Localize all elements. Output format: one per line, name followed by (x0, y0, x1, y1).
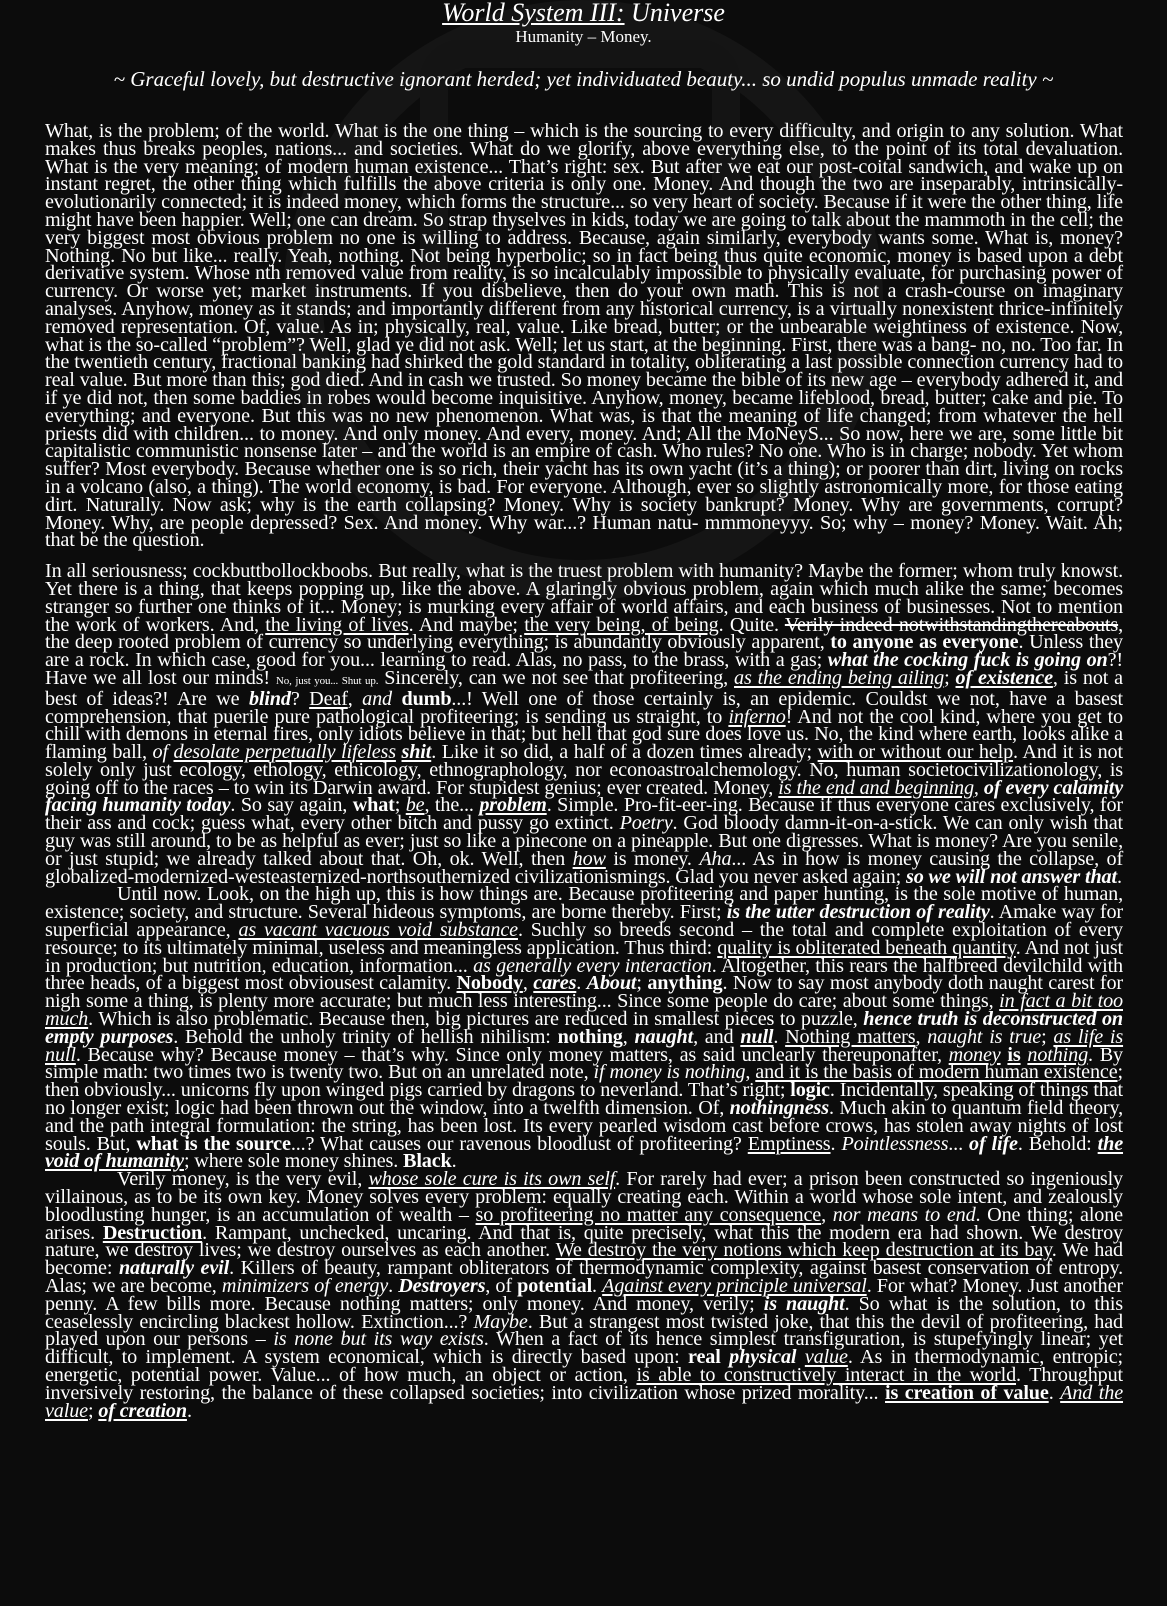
italic-run: and (362, 687, 392, 710)
bold-underlined-run: Nobody (456, 972, 523, 995)
text-run: . God bloody damn-it-on-a-stick. We can only wish that guy was still around, to be as helpful as ever; just so like a pinecone on a pineapple. But one digresses. What is money? Are you senile, or just stupid; we already talked about that. Oh, ok. Well, then (45, 812, 1123, 870)
text-run: ...! Well one of those certainly is, an epidemic. Couldst we not, have a basest comprehension, that puerile pure pathological profiteering; is sending us straight, to (45, 687, 1124, 728)
text-run: ... (948, 1132, 969, 1155)
underlined-run: Emptiness (747, 1132, 831, 1155)
text-run: , the deep rooted problem of currency so underlying everything; is abundantly obviously apparent, (45, 613, 1124, 654)
bold-run: anything (647, 972, 723, 995)
text-run: . And maybe; (408, 613, 525, 636)
text-run: ; (636, 972, 648, 995)
text-run: ? (290, 687, 310, 710)
italic-underlined-run: desolate perpetually lifeless (173, 741, 396, 764)
text-run: Until now. Look, on the high up, this is how things are. Because profiteering and paper hunting, is the sole motive of human, existence; society, and structure. Several hideous symptoms, are borne thereby. First; (45, 883, 1123, 924)
text-run: ?! Have we all lost our minds! (45, 649, 1123, 689)
underlined-run: Deaf (309, 687, 348, 710)
text-run: . (451, 1150, 457, 1173)
text-run: , (347, 687, 363, 710)
text-run: , (622, 1025, 635, 1048)
underlined-run: Nothing matters (785, 1025, 916, 1048)
text-run: . Killers of beauty, rampant obliterators of thermodynamic complexity, against basest conservation of entropy. Alas; we are become, (45, 1257, 1123, 1297)
italic-underlined-run: in fact a bit too much (45, 990, 1123, 1031)
text-run: ! And not the cool kind, where you get to chill with demons in eternal fires, only idiots believe in that; but hell that god sure does love us. No, the kind where earth, looks alike a flaming ball, (45, 705, 1123, 764)
text-run: . (1048, 1381, 1061, 1404)
text-run: . (773, 1025, 786, 1048)
text-run: ; then obviously... unicorns fly upon winged pigs carried by dragons to neverland. That’s right; (45, 1061, 1123, 1102)
text-run: . Suchly so breeds second – the total and complete exploitation of every resource; to its ultimately minimal, useless and meaningless application. Thus third: (45, 919, 1123, 959)
bold-run: what (352, 794, 395, 817)
bold-italic-underlined-run: the void of humanity (45, 1132, 1124, 1173)
text-run: . So say again, (230, 794, 353, 817)
text-run: . We had become: (45, 1239, 1124, 1280)
bold-run: Black (403, 1150, 452, 1173)
bold-run: dumb (401, 687, 452, 710)
text-run: ... As in how is money causing the collapse, of globalized-modernized-westeasternized-northsouthernized civilizationismings. Glad you never asked again; (45, 847, 1124, 888)
text-run: . (186, 1399, 192, 1422)
text-run: . Because why? Because money – that’s why. Since only money matters, as said unclearly thereuponafter, (75, 1043, 949, 1066)
text-run: . For what? Money. Just another penny. A few bills more. Because nothing matters; only money. And money, verily; (45, 1275, 1123, 1315)
text-run: . (388, 1275, 399, 1297)
text-run: In all seriousness; cockbuttbollockboobs. But really, what is the truest problem with humanity? Maybe the former; whom truly knowst. Yet there is a thing, that keeps popping up, like the above. A glaringly obvious problem, again which much alike the same; becomes stranger so further one thinks of it... Money; is murking every affair of world affairs, and each business of businesses. Not to mention the work of workers. And, (45, 560, 1123, 636)
text-run: , the... (424, 794, 480, 817)
text-run: . (1116, 865, 1122, 888)
small-aside: No, just you... Shut up. (275, 674, 379, 687)
text-run: . Throughput inversively restoring, the balance of these collapsed societies; into civilization whose prized morality... (45, 1363, 1124, 1404)
paragraph-1: What, is the problem; of the world. What is the one thing – which is the sourcing to every difficulty, and origin to any solution. What makes thus breaks peoples, nations... and societies. What do we glorify, above everything else, to the point of its total devaluation. What is the very meaning; of modern human existence... That’s right: sex. But after we eat our post-coital sandwich, and wake up on instant regret, the other thing which fulfills the above criteria is only one. Money. And though the two are inseparably, intrinsically-evolutionarily connected; it is indeed money, which forms the structure... so very heart of society. Because if it were the other thing, life might have been happier. Well; one can dream. So strap thyselves in kids, today we are going to talk about the mammoth in the cell; the very biggest most obvious problem no one is willing to address. Because, again similarly, everybody wants some. What is, money? Nothing. No but like... really. Yeah, nothing. Not being hyperbolic; so in fact being thus quite economic, money is based upon a debt derivative system. Whose nth removed value from reality, is so incalculably impossible to physically evaluate, for purchasing power of currency. Or worse yet; market instruments. If you disbelieve, then do your own math. This is not a crash-course on imaginary analyses. Anyhow, money as it stands; and importantly different from any historical currency, is a virtually nonexistent thrice-infinitely removed representation. Of, value. As in; physically, real, value. Like bread, butter; or the unbearable weightiness of existence. Now, what is the so-called “problem”? Well, glad ye did not ask. Well; let us start, at the beginning. First, there was a bang- no, no. Too far. In the twentieth century, fractional banking had shirked the gold standard in totality, obliterating a last possible connection currency had to real value. But more than this; god died. And in cash we trusted. So money became the bible of its new age – everybody adhered it, and if ye did not, then some baddies in robes would become inquisitive. Anyhow, money, became lifeblood, bread, butter; cake and pie. To everything; and everyone. But this was no new phenomenon. What was, is that the meaning of life changed; from whatever the hell priests did with children... to money. And only money. And every, money. And; All the MoNeyS... So now, here we are, some little bit capitalistic communistic nonsense later – and the world is an empire of cash. Who rules? No one. Who is in charge; nobody. Yet whom suffer? Most everybody. Because whether one is so rich, their yacht has its own yacht (it’s a thing); or poorer than dirt, living on rocks in a volcano (also, a thing). The world economy, is bad. For everyone. Although, ever so slightly astronomically more, for those eating dirt. Naturally. Now ask; why is the earth collapsing? Money. Why is society bankrupt? Money. Why are governments, corrupt? Money. Why, are people depressed? Sex. And money. Why war...? Human natu- mmmoneyyy. So; why – money? Money. Wait. Ah; that be the question. (45, 120, 1123, 552)
text-run: , (821, 1203, 833, 1226)
text-run: ; (944, 666, 956, 689)
italic-underlined-run: as the ending being ailing (734, 666, 945, 689)
text-run: . Rampant, unchecked, uncaring. And that is, quite precisely, what this the modern era had shown. We destroy nature, we destroy lives; we destroy ourselves as each another. (45, 1221, 1123, 1262)
bold-italic-underlined-run: null (740, 1025, 774, 1048)
underlined-run: quality is obliterated beneath quantity (717, 936, 1016, 959)
text-run: . (576, 972, 587, 995)
text-run: . Like it so did, a half of a dozen times already; (431, 741, 818, 764)
text-run: . By simple math: two times two is twenty two. But on an unrelated note, (45, 1043, 1123, 1084)
bold-underlined-run: Destruction (102, 1221, 203, 1244)
text-run: . And it is not solely only just ecology, ethology, ethicology, ethnographology, nor econoastroalchemology. No, human societocivilizationology, is going off to the races – to win its Darwin award. For stupidest genius; ever created. Money, (45, 741, 1123, 799)
strikethrough-run: Verily indeed notwithstandingthereabouts (784, 613, 1119, 636)
italic-run: Maybe (473, 1310, 528, 1333)
italic-underlined-run: inferno (728, 705, 786, 728)
underlined-run: the very being, of being (524, 613, 719, 636)
text-run: . Simple. Pro-fit-eer-ing. Because if thus everyone cares exclusively, for their ass and cock; guess what, every other bitch and pussy go extinct. (45, 794, 1124, 835)
text-run: ; where sole money shines. (183, 1150, 404, 1173)
italic-underlined-run: And the value (45, 1381, 1124, 1422)
italic-run: Aha (699, 847, 732, 870)
text-run: . Unless they are a rock. In which case, good for you... learning to read. Alas, no pass, to the brass, with a gas; (45, 631, 1123, 672)
text-run: . As in thermodynamic, entropic; energetic, potential power. Value... of how much, an object or action, (45, 1346, 1124, 1386)
bold-italic-underlined-run: cares (533, 972, 577, 995)
text-run: ; (394, 794, 406, 817)
bold-italic-underlined-run: problem (479, 794, 547, 817)
italic-run: if money is nothing (593, 1061, 746, 1084)
bold-italic-run: blind (248, 687, 291, 710)
text-run: . When a fact of its hence simplest transfiguration, is stupefyingly linear; yet difficult, to implement. A system economical, which is directly based upon: (45, 1328, 1123, 1369)
italic-run: of (152, 741, 174, 764)
italic-run: Poetry (619, 812, 673, 835)
italic-underlined-run: be (405, 794, 425, 817)
text-run: , (915, 1025, 928, 1048)
document-body (45, 120, 1124, 1422)
bold-italic-run: physical (729, 1346, 797, 1369)
underlined-run: the living of lives (265, 613, 409, 636)
text-run: . And not just in production; but nutrition, education, information... (45, 936, 1124, 977)
bold-italic-run: nothingness (729, 1097, 829, 1120)
underlined-run: with or without our help (817, 741, 1014, 764)
text-run: . But a strangest most twisted joke, that this the devil of profiteering, had played upon our persons – (45, 1310, 1123, 1351)
text-run: . Now to say most anybody doth naught carest for nigh some a thing, is plenty more accurate; but much less interesting... Since some people do care; about some things, (45, 972, 1123, 1013)
bold-run: nothing (557, 1025, 623, 1048)
text-run: ; (87, 1399, 99, 1422)
title-main: World System III: (442, 0, 625, 27)
italic-run: as generally every interaction (473, 954, 712, 977)
underlined-run: is able to constructively interact in the world (636, 1363, 1017, 1386)
italic-run: naught is true (927, 1025, 1042, 1048)
text-run: . Amake way for superficial appearance, (45, 901, 1123, 942)
bold-run: real (688, 1346, 721, 1369)
text-run: . Behold the unholy trinity of hellish nihilism: (173, 1025, 558, 1048)
bold-italic-run: so we will not answer that (906, 865, 1117, 888)
text-run: . So what is the solution, to this ceaselessly encircling blackest hollow. Extinction...? (45, 1292, 1123, 1333)
text-run: is money. (605, 847, 700, 870)
bold-italic-underlined-run: shit (401, 741, 432, 764)
bold-italic-underlined-run: of existence (955, 666, 1053, 689)
text-run: , (522, 972, 534, 995)
italic-underlined-run: as life is null (45, 1025, 1124, 1066)
text-run: Sincerely, can we not see that profiteering, (378, 666, 735, 689)
document-header (0, 0, 1167, 91)
bold-run: what is the source (136, 1132, 291, 1155)
text-run: . Incidentally, speaking of things that no longer exist; logic had been thrown out the window, into a twelfth dimension. Of, (45, 1079, 1123, 1120)
italic-run: is none but its way exists (273, 1328, 484, 1351)
text-run: . Quite. (718, 613, 785, 636)
italic-run: minimizers of energy (221, 1275, 389, 1297)
italic-underlined-run: how (572, 847, 606, 870)
bold-underlined-run: is (1007, 1043, 1021, 1066)
text-run: ...? What causes our ravenous bloodlust of profiteering? (290, 1132, 748, 1155)
paragraph-2 (45, 560, 1124, 1422)
bold-italic-run: hence truth is deconstructed on empty purposes (45, 1008, 1123, 1048)
bold-italic-run: is naught (763, 1292, 845, 1315)
italic-run: Pointlessness (841, 1132, 949, 1155)
text-run: , of (485, 1275, 518, 1297)
bold-run: to anyone as everyone (830, 631, 1019, 654)
page-title (0, 0, 1167, 26)
title-rest: Universe (624, 0, 725, 27)
bold-italic-run: naught (634, 1025, 694, 1048)
bold-italic-run: of life (969, 1132, 1018, 1155)
italic-underlined-run: is the end and beginning (778, 776, 974, 799)
text-run: , (745, 1061, 756, 1084)
bold-italic-run: naturally evil (118, 1257, 230, 1280)
text-run: . Altogether, this rears the halfbreed devilchild with three heads, of a biggest most obviousest calamity. (45, 954, 1123, 995)
text-run: , is not a best of ideas?! Are we (45, 666, 1123, 710)
text-run: , (973, 776, 984, 799)
underlined-run: We destroy the very notions which keep destruction at its bay (555, 1239, 1052, 1262)
bold-run: potential (517, 1275, 593, 1297)
italic-underlined-run: money (948, 1043, 1001, 1066)
bold-italic-run: what the cocking fuck is going on (827, 649, 1108, 672)
text-run: . Much akin to quantum field theory, and the path integral formulation: the string, has been lost. Its every pearled wisdom cast before crows, has stolen away nights of lost souls. But, (45, 1097, 1124, 1155)
text-run: . Which is also problematic. Because then, big pictures are reduced in smallest pieces to puzzle, (88, 1008, 864, 1031)
italic-underlined-run: value (804, 1346, 848, 1369)
text-run: . One thing; alone arises. (45, 1203, 1123, 1244)
text-run: . (592, 1275, 603, 1297)
bold-underlined-run: is creation of value (885, 1381, 1049, 1404)
tagline: ~ Graceful lovely, but destructive ignorant herded; yet individuated beauty... so undid populus unmade reality ~ (113, 67, 1054, 91)
underlined-run: so profiteering no matter any consequence (475, 1203, 822, 1226)
text-run: . For rarely had ever; a prison been constructed so ingeniously villainous, as to be its own key. Money solves every problem: equally creating each. Within a world whose sole intent, and zealously bloodlusting hunger, is an accumulation of wealth – (45, 1168, 1123, 1226)
text-run: Verily money, is the very evil, (117, 1168, 369, 1191)
bold-italic-run: is the utter destruction of reality (726, 901, 990, 924)
italic-underlined-run: as vacant vacuous void substance (238, 919, 518, 942)
bold-italic-run: About (586, 972, 637, 995)
italic-underlined-run: nothing (1027, 1043, 1089, 1066)
italic-run: nor means to end (832, 1203, 976, 1226)
text-run: . (830, 1132, 842, 1155)
bold-run: logic (790, 1079, 830, 1102)
italic-underlined-run: whose sole cure is its own self (368, 1168, 616, 1191)
page-subtitle: Humanity – Money. (515, 27, 652, 46)
bold-italic-underlined-run: of creation (98, 1399, 187, 1422)
italic-underlined-run: Against every principle universal (602, 1275, 867, 1297)
text-run: . Behold: (1017, 1132, 1098, 1155)
text-run: ; (1041, 1025, 1054, 1048)
bold-italic-run: of every calamity facing humanity today (45, 776, 1123, 817)
underlined-run: and it is the basis of modern human existence (755, 1061, 1118, 1084)
text-run: , and (693, 1025, 741, 1048)
bold-italic-run: Destroyers (398, 1275, 486, 1297)
